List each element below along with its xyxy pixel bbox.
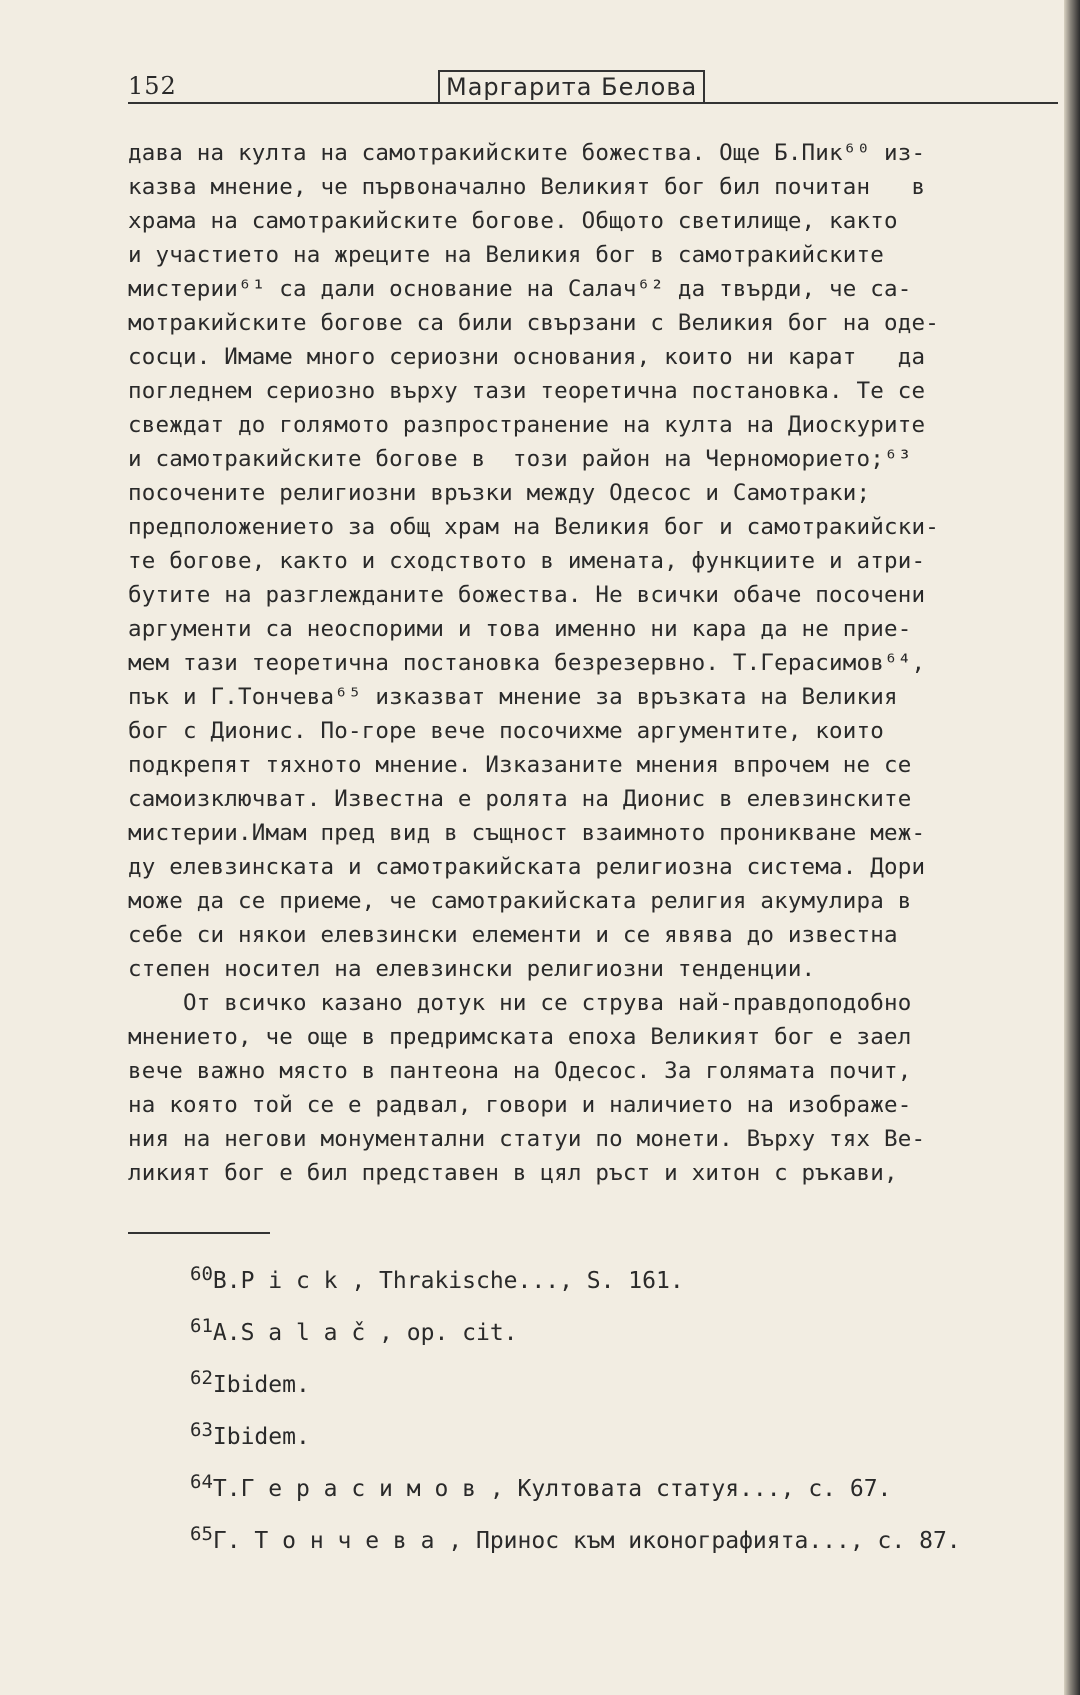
text-line: пък и Г.Тончева⁶⁵ изказват мнение за връзката на Великия <box>128 684 898 710</box>
page-number: 152 <box>128 72 177 100</box>
text-line: мнението, че още в предримската епоха Великият бог е заел <box>128 1024 912 1050</box>
footnotes <box>190 1248 1050 1560</box>
text-line: и участието на жреците на Великия бог в самотракийските <box>128 242 885 268</box>
footnote <box>190 1456 1050 1508</box>
text-line: свеждат до голямото разпространение на култа на Диоскурите <box>128 412 926 438</box>
footnote-number: 64 <box>190 1471 213 1493</box>
text-line: ния на негови монументални статуи по монети. Върху тях Ве- <box>128 1126 926 1152</box>
footnote-divider <box>128 1232 270 1234</box>
text-line: мотракийските богове са били свързани с Великия бог на оде- <box>128 310 940 336</box>
footnote-text: Г. Т о н ч е в а , Принос към иконографията..., с. 87. <box>212 1528 961 1554</box>
footnote-number: 62 <box>190 1367 213 1389</box>
text-line: погледнем сериозно върху тази теоретична постановка. Те се <box>128 378 926 404</box>
footnote-text: Т.Г е р а с и м о в , Култовата статуя..., с. 67. <box>212 1476 892 1502</box>
footnote-text: Ibidem. <box>212 1372 310 1398</box>
text-line: може да се приеме, че самотракийската религия акумулира в <box>128 888 912 914</box>
text-line: на която той се е радвал, говори и наличието на изображе- <box>128 1092 912 1118</box>
book-spine-shadow <box>1064 0 1080 1695</box>
footnote <box>190 1404 1050 1456</box>
text-line: и самотракийските богове в този район на Черноморието;⁶³ <box>128 446 912 472</box>
text-line: мистерии⁶¹ са дали основание на Салач⁶² да твърди, че са- <box>128 276 912 302</box>
text-line: самоизключват. Известна е ролята на Дионис в елевзинските <box>128 786 912 812</box>
footnote-number: 61 <box>190 1315 213 1337</box>
text-line: ду елевзинската и самотракийската религиозна система. Дори <box>128 854 926 880</box>
text-line: храма на самотракийските богове. Общото светилище, както <box>128 208 898 234</box>
text-line: предположението за общ храм на Великия бог и самотракийски- <box>128 514 940 540</box>
text-line: подкрепят тяхното мнение. Изказаните мнения впрочем не се <box>128 752 912 778</box>
footnote <box>190 1508 1050 1560</box>
text-line: степен носител на елевзински религиозни тенденции. <box>128 956 816 982</box>
text-line: дава на култа на самотракийските божества. Още Б.Пик⁶⁰ из- <box>128 140 926 166</box>
footnote-text: B.P i c k , Thrakische..., S. 161. <box>212 1268 684 1294</box>
text-line: те богове, както и сходството в имената, функциите и атри- <box>128 548 926 574</box>
text-line: ликият бог е бил представен в цял ръст и хитон с ръкави, <box>128 1160 898 1186</box>
footnote-number: 65 <box>190 1523 213 1545</box>
footnote <box>190 1300 1050 1352</box>
footnote-text: A.S a l a č , op. cit. <box>212 1320 518 1346</box>
body-text <box>128 136 1058 1190</box>
text-line: казва мнение, че първоначално Великият бог бил почитан в <box>128 174 926 200</box>
text-line: сосци. Имаме много сериозни основания, които ни карат да <box>128 344 926 370</box>
text-line: От всичко казано дотук ни се струва най-правдоподобно <box>128 990 912 1016</box>
text-line: бог с Дионис. По-горе вече посочихме аргументите, които <box>128 718 885 744</box>
text-line: мем тази теоретична постановка безрезервно. Т.Герасимов⁶⁴, <box>128 650 926 676</box>
text-line: бутите на разглежданите божества. Не всички обаче посочени <box>128 582 926 608</box>
footnote-text: Ibidem. <box>212 1424 310 1450</box>
text-line: вече важно място в пантеона на Одесос. За голямата почит, <box>128 1058 912 1084</box>
footnote <box>190 1352 1050 1404</box>
text-line: себе си някои елевзински елементи и се явява до известна <box>128 922 898 948</box>
running-head-author: Маргарита Белова <box>438 70 705 102</box>
text-line: аргументи са неоспорими и това именно ни кара да не прие- <box>128 616 912 642</box>
footnote <box>190 1248 1050 1300</box>
footnote-number: 63 <box>190 1419 213 1441</box>
page-header <box>128 68 1058 104</box>
footnote-number: 60 <box>190 1263 213 1285</box>
text-line: мистерии.Имам пред вид в същност взаимното проникване меж- <box>128 820 926 846</box>
text-line: посочените религиозни връзки между Одесос и Самотраки; <box>128 480 871 506</box>
